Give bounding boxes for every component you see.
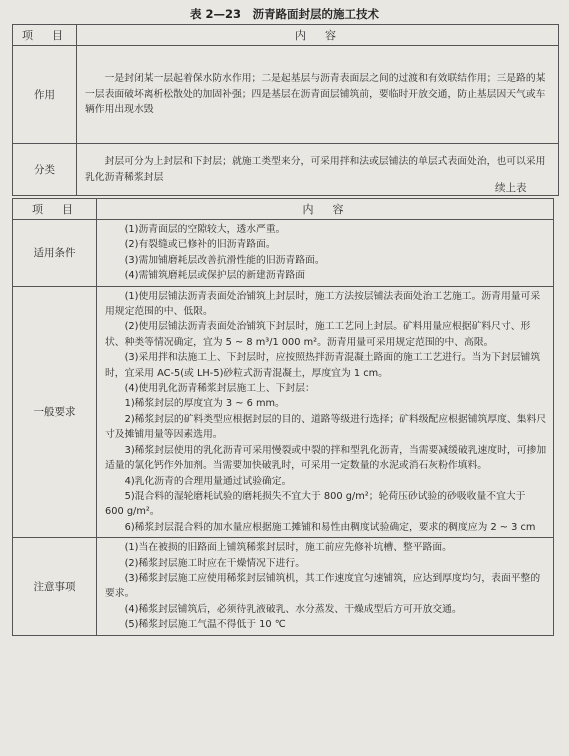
table-part-2 xyxy=(12,198,554,636)
list-item: (1)使用层铺法沥青表面处治铺筑上封层时，施工方法按层铺法表面处治工艺施工。沥青用量可采用规定范围的中、低限。 xyxy=(105,290,541,318)
list-item: 6)稀浆封层混合料的加水量应根据施工摊铺和易性由稠度试验确定，要求的稠度应为 2 ~ 3 cm xyxy=(124,521,536,533)
header-item: 项 目 xyxy=(13,25,77,46)
table-row xyxy=(13,538,554,635)
row-content xyxy=(97,538,554,635)
list-item: (3)需加铺磨耗层改善抗滑性能的旧沥青路面。 xyxy=(124,254,325,266)
list-item: (3)采用拌和法施工上、下封层时，应按照热拌沥青混凝土路面的施工工艺进行。当为下封层铺筑时，宜采用 AC-5(或 LH-5)砂粒式沥青混凝土，厚度宜为 1 cm。 xyxy=(105,352,541,379)
table-header-row xyxy=(13,199,554,220)
row-label: 作用 xyxy=(13,46,77,144)
list-item: (2)使用层铺法沥青表面处治铺筑下封层时，施工工艺同上封层。矿料用量应根据矿料尺寸、形状、种类等情况确定，宜为 5 ~ 8 m³/1 000 m²。沥青用量可采用规定范围的中、高限。 xyxy=(105,321,531,348)
row-content xyxy=(97,220,554,287)
table-row xyxy=(13,144,559,196)
continued-label: 续上表 xyxy=(495,182,527,194)
list-item: 5)混合料的湿轮磨耗试验的磨耗损失不宜大于 800 g/m²；轮荷压砂试验的砂吸收量不宜大于 600 g/m²。 xyxy=(105,490,526,518)
row-label: 适用条件 xyxy=(13,220,97,287)
table-title: 表 2—23 沥青路面封层的施工技术 xyxy=(189,7,379,21)
list-item: 1)稀浆封层的厚度宜为 3 ~ 6 mm。 xyxy=(124,398,285,410)
table-header-row xyxy=(13,25,559,46)
list-item: (2)稀浆封层施工时应在干燥情况下进行。 xyxy=(124,557,306,569)
header-item: 项 目 xyxy=(13,199,97,220)
list-item: (5)稀浆封层施工气温不得低于 10 ℃ xyxy=(124,619,286,631)
row-content xyxy=(77,144,559,196)
list-item: (3)稀浆封层施工应使用稀浆封层铺筑机，其工作速度宜匀速铺筑，应达到厚度均匀，表面平整的要求。 xyxy=(105,572,541,600)
list-item: 3)稀浆封层使用的乳化沥青可采用慢裂或中裂的拌和型乳化沥青，当需要减缓破乳速度时，可掺加适量的氯化钙作外加剂。当需要加快破乳时，可采用一定数量的水泥或消石灰粉作填料。 xyxy=(105,444,547,472)
table-row xyxy=(13,220,554,287)
row-label: 一般要求 xyxy=(13,286,97,538)
list-item: (4)需铺筑磨耗层或保护层的新建沥青路面 xyxy=(124,270,306,282)
row-label: 注意事项 xyxy=(13,538,97,635)
list-item: (1)沥青面层的空隙较大，透水严重。 xyxy=(124,224,286,235)
list-item: (4)使用乳化沥青稀浆封层施工上、下封层： xyxy=(124,383,315,395)
row-label: 分类 xyxy=(13,144,77,196)
list-item: 2)稀浆封层的矿料类型应根据封层的目的、道路等级进行选择；矿料级配应根据铺筑厚度、集料尺寸及摊铺用量等因素选用。 xyxy=(105,413,547,441)
list-item: (2)有裂缝或已修补的旧沥青路面。 xyxy=(124,239,276,251)
list-item: (4)稀浆封层铺筑后，必须待乳液破乳、水分蒸发、干燥成型后方可开放交通。 xyxy=(124,603,462,615)
list-item: 4)乳化沥青的合理用量通过试验确定。 xyxy=(124,475,292,487)
table-row xyxy=(13,286,554,538)
list-item: (1)当在被损的旧路面上铺筑稀浆封层时，施工前应先修补坑槽、整平路面。 xyxy=(124,542,452,554)
row-content xyxy=(97,286,554,538)
table-row xyxy=(13,46,559,144)
paragraph: 一是封闭某一层起着保水防水作用；二是起基层与沥青表面层之间的过渡和有效联结作用；三是路的某一层表面破坏离析松散处的加固补强；四是基层在沥青面层铺筑前，要临时开放交通，防止基层因天气或车辆作用出现水毁 xyxy=(85,73,546,116)
paragraph: 封层可分为上封层和下封层；就施工类型来分，可采用拌和法或层铺法的单层式表面处治，也可以采用乳化沥青稀浆封层 xyxy=(85,156,546,183)
row-content xyxy=(77,46,559,144)
header-content: 内 容 xyxy=(97,199,554,220)
table-part-1 xyxy=(12,24,559,196)
header-content: 内 容 xyxy=(77,25,559,46)
